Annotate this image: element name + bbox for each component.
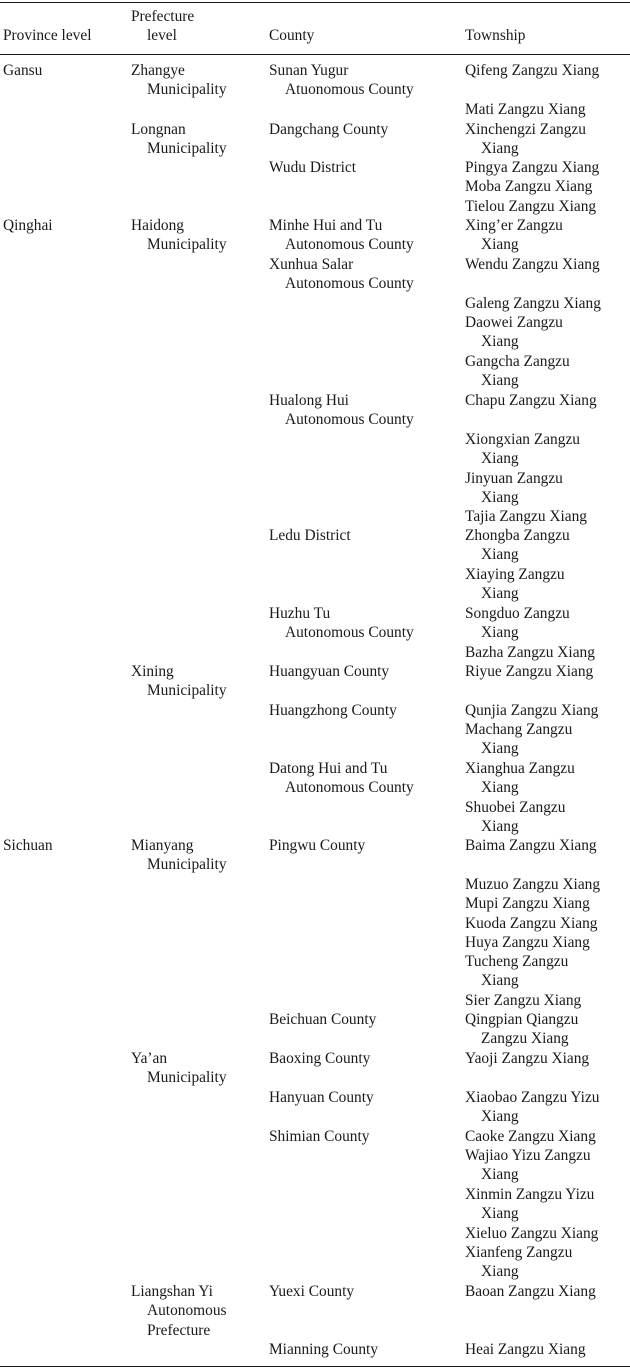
cell-township: Xianfeng Zangzu Xiang [465, 1244, 573, 1281]
cell-county: Huangyuan County [269, 663, 390, 680]
cell-county: Ledu District [269, 527, 351, 544]
cell-county: Huzhu Tu Autonomous County [269, 605, 414, 642]
cell-province: Gansu [3, 62, 43, 79]
cell-township: Tucheng Zangzu Xiang [465, 953, 569, 990]
cell-township: Mupi Zangzu Xiang [465, 895, 590, 912]
column-header-province: Province level [3, 27, 92, 44]
cell-township: Zhongba Zangzu Xiang [465, 527, 570, 564]
cell-province: Qinghai [3, 217, 53, 234]
cell-prefecture: Mianyang Municipality [131, 837, 227, 874]
cell-township: Xieluo Zangzu Xiang [465, 1225, 599, 1242]
cell-township: Mati Zangzu Xiang [465, 101, 586, 118]
cell-county: Baoxing County [269, 1050, 371, 1067]
cell-township: Qunjia Zangzu Xiang [465, 702, 599, 719]
cell-township: Gangcha Zangzu Xiang [465, 353, 570, 390]
cell-township: Qifeng Zangzu Xiang [465, 62, 600, 79]
cell-township: Tielou Zangzu Xiang [465, 198, 597, 215]
cell-township: Heai Zangzu Xiang [465, 1341, 586, 1358]
cell-township: Wajiao Yizu Zangzu Xiang [465, 1147, 591, 1184]
cell-township: Qingpian Qiangzu Zangzu Xiang [465, 1011, 579, 1048]
cell-county: Pingwu County [269, 837, 366, 854]
cell-township: Yaoji Zangzu Xiang [465, 1050, 590, 1067]
cell-township: Daowei Zangzu Xiang [465, 314, 563, 351]
cell-township: Chapu Zangzu Xiang [465, 392, 597, 409]
column-header-county: County [269, 27, 315, 44]
cell-township: Xinmin Zangzu Yizu Xiang [465, 1186, 595, 1223]
cell-county: Shimian County [269, 1128, 370, 1145]
cell-province: Sichuan [3, 837, 53, 854]
cell-township: Galeng Zangzu Xiang [465, 295, 601, 312]
cell-prefecture: Haidong Municipality [131, 217, 227, 254]
cell-township: Moba Zangzu Xiang [465, 178, 593, 195]
cell-township: Xing’er Zangzu Xiang [465, 217, 563, 254]
cell-county: Minhe Hui and Tu Autonomous County [269, 217, 414, 254]
cell-township: Machang Zangzu Xiang [465, 721, 573, 758]
cell-county: Hualong Hui Autonomous County [269, 392, 414, 429]
cell-county: Dangchang County [269, 121, 389, 138]
cell-prefecture: Liangshan Yi Autonomous Prefecture [131, 1283, 227, 1339]
cell-township: Jinyuan Zangzu Xiang [465, 470, 563, 507]
cell-township: Baoan Zangzu Xiang [465, 1283, 596, 1300]
cell-county: Beichuan County [269, 1011, 377, 1028]
column-header-prefecture: Prefecture level [131, 8, 195, 45]
cell-county: Sunan Yugur Atuonomous County [269, 62, 414, 99]
cell-township: Muzuo Zangzu Xiang [465, 876, 601, 893]
cell-township: Pingya Zangzu Xiang [465, 159, 600, 176]
table-top-rule [0, 2, 630, 3]
cell-township: Xiaying Zangzu Xiang [465, 566, 565, 603]
cell-prefecture: Zhangye Municipality [131, 62, 227, 99]
table-bottom-rule [0, 1366, 630, 1367]
cell-township: Sier Zangzu Xiang [465, 992, 582, 1009]
cell-township: Baima Zangzu Xiang [465, 837, 597, 854]
cell-township: Kuoda Zangzu Xiang [465, 915, 598, 932]
cell-prefecture: Ya’an Municipality [131, 1050, 227, 1087]
cell-prefecture: Longnan Municipality [131, 121, 227, 158]
cell-township: Bazha Zangzu Xiang [465, 644, 595, 661]
table-header-rule [0, 54, 630, 55]
cell-prefecture: Xining Municipality [131, 663, 227, 700]
cell-county: Datong Hui and Tu Autonomous County [269, 760, 414, 797]
cell-township: Wendu Zangzu Xiang [465, 256, 600, 273]
cell-township: Xiongxian Zangzu Xiang [465, 431, 580, 468]
cell-township: Huya Zangzu Xiang [465, 934, 590, 951]
cell-county: Huangzhong County [269, 702, 397, 719]
column-header-township: Township [465, 27, 526, 44]
cell-township: Xiaobao Zangzu Yizu Xiang [465, 1089, 600, 1126]
cell-county: Yuexi County [269, 1283, 355, 1300]
cell-township: Songduo Zangzu Xiang [465, 605, 570, 642]
cell-township: Xianghua Zangzu Xiang [465, 760, 575, 797]
cell-township: Shuobei Zangzu Xiang [465, 799, 566, 836]
cell-county: Xunhua Salar Autonomous County [269, 256, 414, 293]
cell-county: Mianning County [269, 1341, 379, 1358]
cell-township: Tajia Zangzu Xiang [465, 508, 587, 525]
cell-township: Xinchengzi Zangzu Xiang [465, 121, 586, 158]
cell-county: Wudu District [269, 159, 357, 176]
cell-township: Caoke Zangzu Xiang [465, 1128, 596, 1145]
cell-township: Riyue Zangzu Xiang [465, 663, 594, 680]
cell-county: Hanyuan County [269, 1089, 374, 1106]
